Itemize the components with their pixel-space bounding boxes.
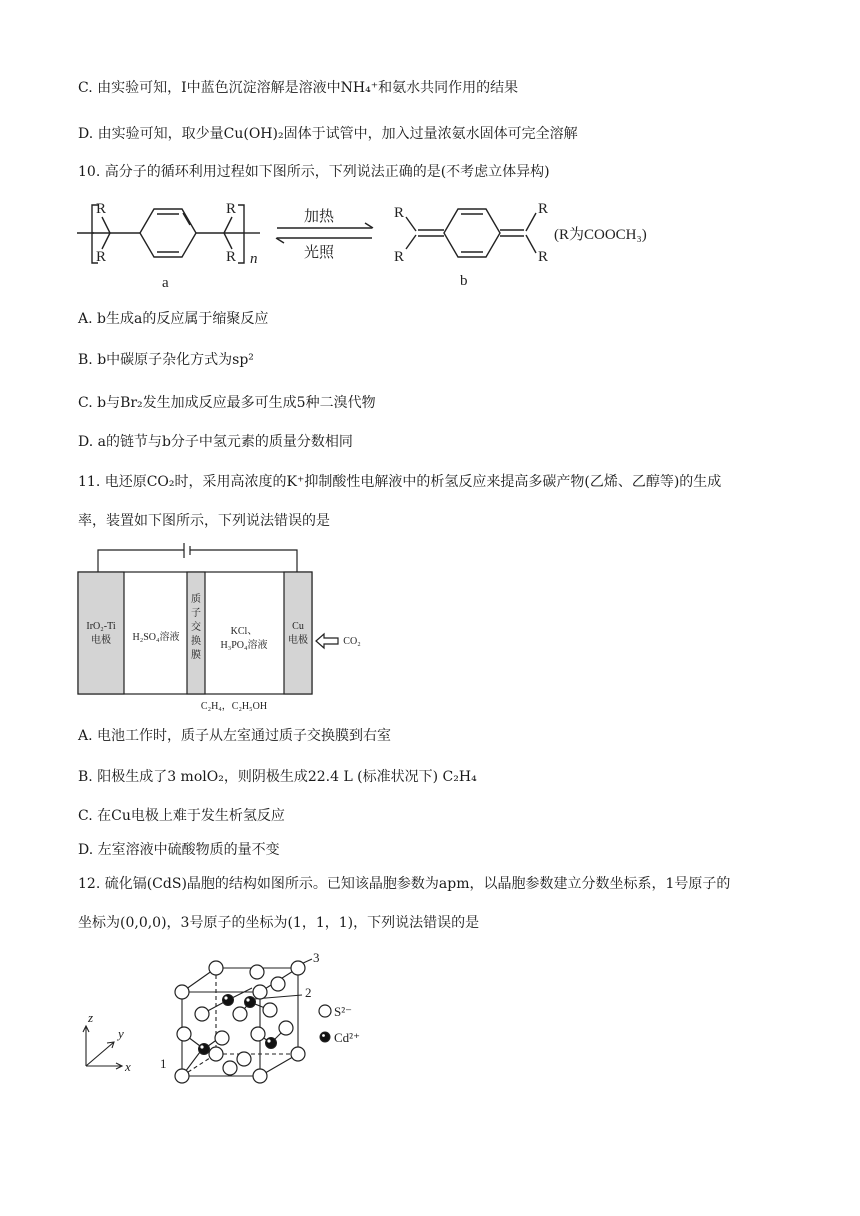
q11-option-c: C. 在Cu电极上难于发生析氢反应	[78, 808, 285, 824]
q11-stem-line-1: 11. 电还原CO₂时，采用高浓度的K⁺抑制酸性电解液中的析氢反应来提高多碳产物(乙烯、乙醇等)的生成	[78, 474, 722, 490]
arrow-light-label: 光照	[304, 245, 335, 261]
left-electrode-label: IrO₂-Ti	[86, 621, 116, 632]
r-label: R	[394, 205, 405, 221]
membrane-label: 换	[191, 636, 201, 647]
q10-option-b: B. b中碳原子杂化方式为sp²	[78, 352, 254, 368]
r-label: R	[96, 249, 107, 265]
right-electrode-label: 电极	[288, 635, 308, 646]
q10-stem: 10. 高分子的循环利用过程如下图所示，下列说法正确的是(不考虑立体异构)	[78, 164, 550, 180]
molecule-b-label: b	[460, 273, 468, 289]
axis-y-label: y	[118, 1026, 124, 1041]
atom-2-label: 2	[305, 985, 312, 1000]
q9-option-c: C. 由实验可知，Ⅰ中蓝色沉淀溶解是溶液中NH₄⁺和氨水共同作用的结果	[78, 80, 519, 96]
q11-option-a: A. 电池工作时，质子从左室通过质子交换膜到右室	[78, 728, 392, 744]
left-electrode-label: 电极	[91, 635, 111, 646]
electrolysis-cell-figure	[72, 540, 372, 715]
membrane-label: 交	[191, 622, 201, 633]
co2-input-label: CO₂	[343, 636, 361, 647]
legend-cadmium-label: Cd²⁺	[334, 1030, 360, 1045]
atom-1-label: 1	[160, 1056, 167, 1071]
axis-z-label: z	[88, 1010, 94, 1025]
membrane-label: 膜	[191, 650, 201, 661]
atom-3-label: 3	[313, 950, 320, 965]
arrow-heat-label: 加热	[304, 209, 335, 225]
axis-x-label: x	[125, 1059, 131, 1074]
cds-unit-cell-figure	[72, 950, 392, 1100]
q11-option-d: D. 左室溶液中硫酸物质的量不变	[78, 842, 280, 858]
polymer-a-label: a	[162, 275, 169, 291]
right-solution-label: KCl、	[230, 626, 258, 637]
products-label: C₂H₄，C₂H₅OH	[200, 701, 268, 712]
right-solution-label: H₃PO₄溶液	[220, 640, 268, 651]
q12-stem-line-2: 坐标为(0,0,0)，3号原子的坐标为(1，1，1)，下列说法错误的是	[78, 915, 480, 931]
q10-option-a: A. b生成a的反应属于缩聚反应	[78, 311, 269, 327]
r-label: R	[538, 249, 549, 265]
r-definition-note: (R为COOCH₃)	[554, 227, 647, 243]
membrane-label: 子	[191, 608, 201, 619]
polymer-recycling-figure	[72, 195, 712, 295]
legend-sulfide-label: S²⁻	[334, 1004, 352, 1019]
r-label: R	[538, 201, 549, 217]
left-solution-label: H₂SO₄溶液	[132, 632, 180, 643]
q10-option-d: D. a的链节与b分子中氢元素的质量分数相同	[78, 434, 353, 450]
q12-stem-line-1: 12. 硫化镉(CdS)晶胞的结构如图所示。已知该晶胞参数为apm，以晶胞参数建立分数坐标系，1号原子的	[78, 876, 731, 892]
repeat-n-label: n	[250, 251, 258, 267]
q10-option-c: C. b与Br₂发生加成反应最多可生成5种二溴代物	[78, 395, 376, 411]
r-label: R	[96, 201, 107, 217]
r-label: R	[226, 249, 237, 265]
right-electrode-label: Cu	[292, 621, 304, 632]
r-label: R	[226, 201, 237, 217]
q11-stem-line-2: 率，装置如下图所示，下列说法错误的是	[78, 513, 330, 529]
membrane-label: 质	[191, 594, 201, 605]
r-label: R	[394, 249, 405, 265]
q11-option-b: B. 阳极生成了3 molO₂，则阴极生成22.4 L (标准状况下) C₂H₄	[78, 769, 477, 785]
q9-option-d: D. 由实验可知，取少量Cu(OH)₂固体于试管中，加入过量浓氨水固体可完全溶解	[78, 126, 578, 142]
